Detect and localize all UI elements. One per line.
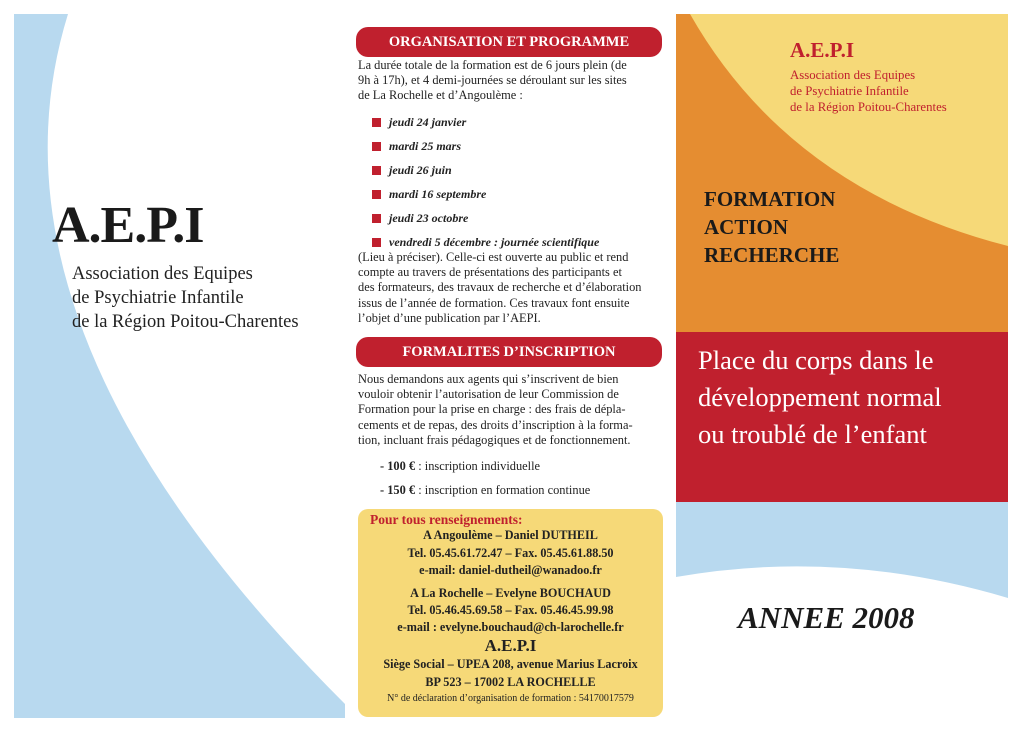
date-item [372,110,662,134]
contact-siege: Siège Social – UPEA 208, avenue Marius Lacroix [383,657,638,671]
inscription-line: Nous demandons aux agents qui s’inscrivent de bien [358,372,619,386]
contact-angouleme-name: A Angoulème – Daniel DUTHEIL [423,528,598,542]
contact-header: Pour tous renseignements: [370,512,523,527]
bullet-icon [372,118,381,127]
left-aepi-title: A.E.P.I [52,197,204,254]
bullet-icon [372,190,381,199]
fee-label: : inscription en formation continue [415,483,591,497]
date-text: vendredi 5 décembre : journée scientifique [389,234,600,249]
outro-line: l’objet d’une publication par l’AEPI. [358,310,541,325]
left-blue-curve [14,14,345,718]
right-aepi-title: A.E.P.I [790,38,854,62]
right-subtitle-line: de Psychiatrie Infantile [790,84,909,98]
fee-continuing [380,483,590,498]
contact-rochelle-tel: Tel. 05.46.45.69.58 – Fax. 05.46.45.99.98 [407,603,614,617]
left-subtitle-line: Association des Equipes [72,264,253,284]
contact-box [358,509,663,717]
intro-line: 9h à 17h), et 4 demi-journées se déroulant sur les sites [358,73,627,88]
intro-line: La durée totale de la formation est de 6 jours plein (de [358,58,627,72]
right-white-curve [676,566,1008,718]
contact-bp: BP 523 – 17002 LA ROCHELLE [425,675,596,689]
inscription-line: cements et de repas, des droits d’inscription à la forma- [358,417,633,432]
inscription-line: vouloir obtenir l’autorisation de leur Commission de [358,387,619,402]
date-item [372,206,662,230]
fee-label: : inscription individuelle [415,459,541,473]
formation-action-recherche [704,185,839,269]
date-list [372,110,662,254]
inscription-line: Formation pour la prise en charge : des frais de dépla- [358,402,626,417]
organisation-heading: ORGANISATION ET PROGRAMME [356,27,662,57]
date-text: jeudi 23 octobre [389,210,469,225]
right-subtitle-line: Association des Equipes [790,68,916,82]
contact-angouleme-tel: Tel. 05.45.61.72.47 – Fax. 05.45.61.88.50 [407,546,614,560]
bullet-icon [372,238,381,247]
inscription-heading: FORMALITES D’INSCRIPTION [356,337,662,367]
right-subtitle-line: de la Région Poitou-Charentes [790,100,947,114]
contact-rochelle-email[interactable]: e-mail : evelyne.bouchaud@ch-larochelle.fr [397,620,624,634]
contact-rochelle-name: A La Rochelle – Evelyne BOUCHAUD [410,586,611,600]
theme-line: Place du corps dans le [698,345,934,375]
contact-declaration: N° de déclaration d’organisation de formation : 54170017579 [387,693,634,704]
formation-line: FORMATION [704,187,836,211]
theme-line: ou troublé de l’enfant [698,419,927,449]
contact-angouleme-email[interactable]: e-mail: daniel-dutheil@wanadoo.fr [419,563,602,577]
intro-line: de La Rochelle et d’Angoulème : [358,88,523,103]
date-item [372,134,662,158]
fee-amount: - 150 € [380,483,416,497]
contact-org-name: A.E.P.I [484,636,537,655]
date-item [372,158,662,182]
date-text: mardi 16 septembre [389,186,487,201]
organisation-intro [358,58,664,104]
bullet-icon [372,166,381,175]
right-association-name [790,67,947,115]
theme-title [698,342,942,453]
left-association-name [72,262,299,334]
date-item [372,182,662,206]
fee-individual [380,459,540,474]
organisation-outro [358,250,664,326]
bullet-icon [372,214,381,223]
theme-line: développement normal [698,382,942,412]
outro-line: (Lieu à préciser). Celle-ci est ouverte au public et rend [358,250,629,264]
outro-line: compte au travers de présentations des participants et [358,265,622,280]
formation-line: ACTION [704,215,789,239]
bullet-icon [372,142,381,151]
date-text: mardi 25 mars [389,138,462,153]
fee-amount: - 100 € [380,459,416,473]
date-text: jeudi 24 janvier [389,114,467,129]
inscription-text [358,372,664,448]
outro-line: des formateurs, des travaux de recherche et d’élaboration [358,280,642,295]
date-text: jeudi 26 juin [389,162,452,177]
formation-line: RECHERCHE [704,243,840,267]
outro-line: issus de l’année de formation. Ces travaux font ensuite [358,295,630,310]
left-subtitle-line: de la Région Poitou-Charentes [72,312,299,332]
left-subtitle-line: de Psychiatrie Infantile [72,288,244,308]
inscription-line: tion, incluant frais pédagogiques et de fonctionnement. [358,432,631,447]
year-label: ANNEE 2008 [738,600,915,635]
